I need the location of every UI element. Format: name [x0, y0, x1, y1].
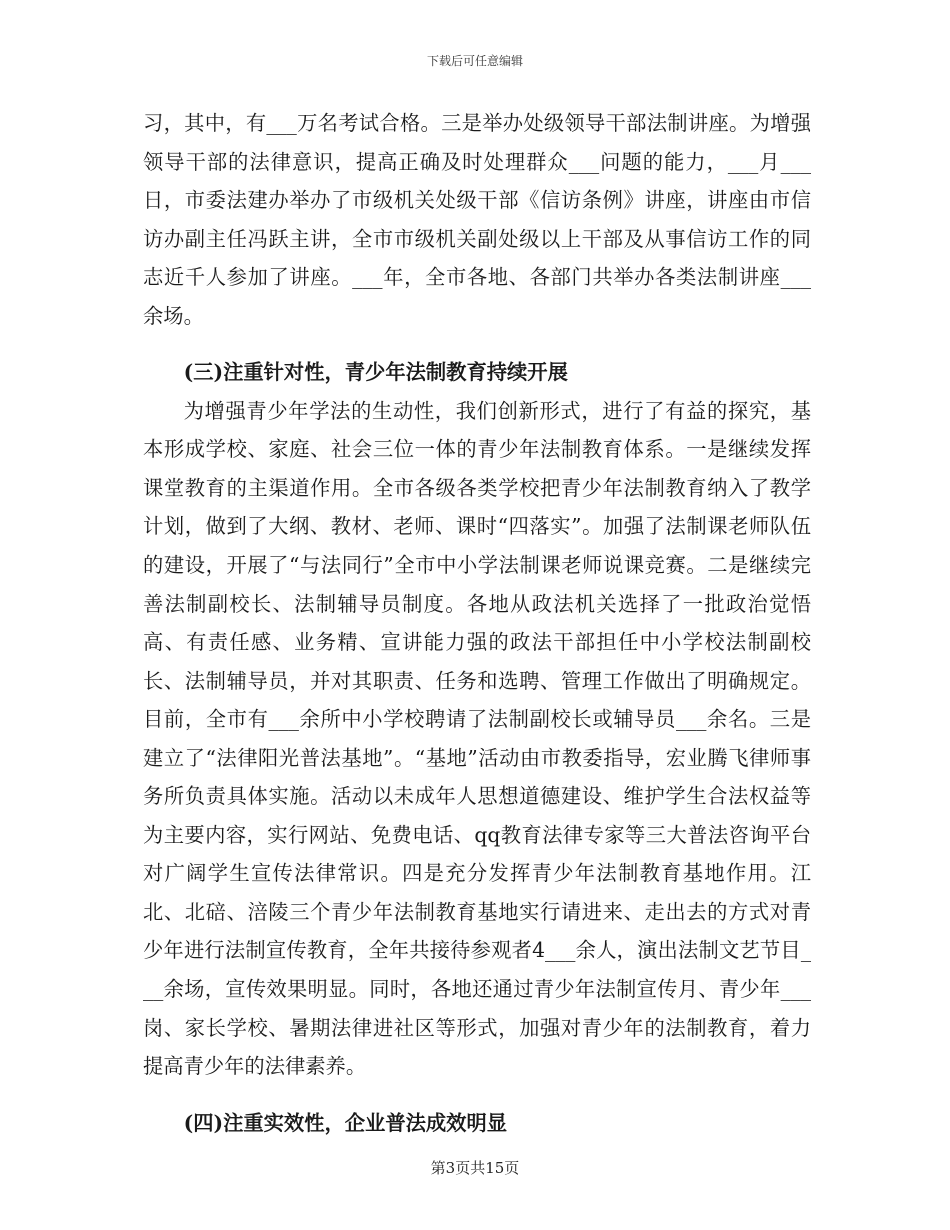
document-body	[143, 104, 811, 1142]
paragraph-continued: 习，其中，有___万名考试合格。三是举办处级领导干部法制讲座。为增强领导干部的法律意识，提高正确及时处理群众___问题的能力，___月___日，市委法建办举办了市级机关处级干部《信访条例》讲座，讲座由市信访办副主任冯跃主讲，全市市级机关副处级以上干部及从事信访工作的同志近千人参加了讲座。___年，全市各地、各部门共举办各类法制讲座___余场。	[143, 111, 811, 328]
section-heading-4: (四)注重实效性，企业普法成效明显	[183, 1110, 508, 1135]
page-header: 下载后可任意编辑	[426, 54, 523, 68]
paragraph-section-3: 为增强青少年学法的生动性，我们创新形式，进行了有益的探究，基本形成学校、家庭、社会三位一体的青少年法制教育体系。一是继续发挥课堂教育的主渠道作用。全市各级各类学校把青少年法制教育纳入了教学计划，做到了大纲、教材、老师、课时“四落实”。加强了法制课老师队伍的建设，开展了“与法同行”全市中小学法制课老师说课竞赛。二是继续完善法制副校长、法制辅导员制度。各地从政法机关选择了一批政治觉悟高、有责任感、业务精、宣讲能力强的政法干部担任中小学校法制副校长、法制辅导员，并对其职责、任务和选聘、管理工作做出了明确规定。目前，全市有___余所中小学校聘请了法制副校长或辅导员___余名。三是建立了“法律阳光普法基地”。“基地”活动由市教委指导，宏业腾飞律师事务所负责具体实施。活动以未成年人思想道德建设、维护学生合法权益等为主要内容，实行网站、免费电话、qq教育法律专家等三大普法咨询平台对广阔学生宣传法律常识。四是充分发挥青少年法制教育基地作用。江北、北碚、涪陵三个青少年法制教育基地实行请进来、走出去的方式对青少年进行法制宣传教育，全年共接待参观者4___余人，演出法制文艺节目___余场，宣传效果明显。同时，各地还通过青少年法制宣传月、青少年___岗、家长学校、暑期法律进社区等形式，加强对青少年的法制教育，着力提高青少年的法律素养。	[143, 398, 811, 1079]
page-number: 第3页共15页	[430, 1159, 520, 1177]
section-heading-3: (三)注重针对性，青少年法制教育持续开展	[183, 360, 568, 385]
